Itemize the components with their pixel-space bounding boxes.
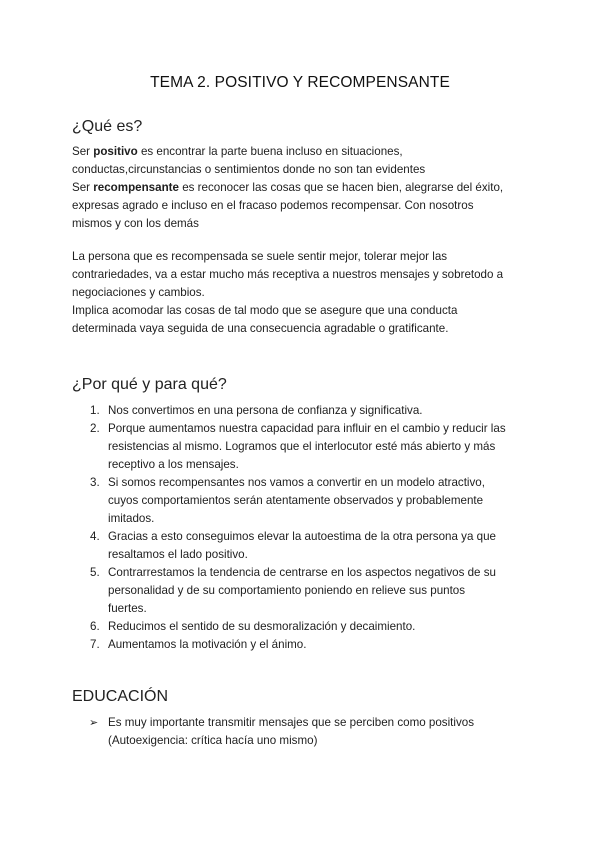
list-item-line: resaltamos el lado positivo.	[108, 548, 248, 561]
list-item-number: 1.	[90, 404, 100, 417]
list-item-number: 4.	[90, 530, 100, 543]
explanation-line: Implica acomodar las cosas de tal modo que se asegure que una conducta	[72, 304, 458, 317]
reasons-list	[72, 402, 542, 654]
list-item-line: (Autoexigencia: crítica hacía uno mismo)	[108, 734, 318, 747]
list-item-line: Aumentamos la motivación y el ánimo.	[108, 638, 307, 651]
list-item-number: 7.	[90, 638, 100, 651]
list-item-line: Porque aumentamos nuestra capacidad para influir en el cambio y reducir las	[108, 422, 506, 435]
arrowhead-bullet-icon: ➢	[89, 717, 99, 729]
list-item-line: Si somos recompensantes nos vamos a convertir en un modelo atractivo,	[108, 476, 485, 489]
section-heading-educacion: EDUCACIÓN	[72, 688, 169, 705]
list-item	[72, 474, 542, 528]
section-heading-por-que: ¿Por qué y para qué?	[72, 376, 227, 393]
list-item	[72, 564, 542, 618]
list-item-line: Nos convertimos en una persona de confianza y significativa.	[108, 404, 423, 417]
explanation-line: contrariedades, va a estar mucho más receptiva a nuestros mensajes y sobretodo a	[72, 268, 504, 281]
definition-line-4: expresas agrado e incluso en el fracaso podemos recompensar. Con nosotros	[72, 199, 474, 212]
education-bullets	[72, 714, 542, 750]
term-positivo: positivo	[93, 145, 138, 158]
list-item	[72, 636, 542, 654]
list-item-line: Reducimos el sentido de su desmoralización y decaimiento.	[108, 620, 416, 633]
list-item-line: Gracias a esto conseguimos elevar la autoestima de la otra persona ya que	[108, 530, 496, 543]
definition-paragraph	[72, 143, 542, 233]
section-heading-que-es: ¿Qué es?	[72, 118, 143, 135]
list-item-line: personalidad y de su comportamiento poniendo en relieve sus puntos	[108, 584, 466, 597]
definition-line-1: Ser positivo es encontrar la parte buena incluso en situaciones,	[72, 145, 403, 158]
page-title: TEMA 2. POSITIVO Y RECOMPENSANTE	[150, 74, 450, 91]
term-recompensante: recompensante	[93, 181, 179, 194]
list-item	[72, 402, 542, 420]
list-item-number: 5.	[90, 566, 100, 579]
list-item	[72, 420, 542, 474]
list-item	[72, 714, 542, 750]
explanation-line: negociaciones y cambios.	[72, 286, 205, 299]
definition-line-2: conductas,circunstancias o sentimientos donde no son tan evidentes	[72, 163, 426, 176]
list-item	[72, 528, 542, 564]
explanation-line: determinada vaya seguida de una consecuencia agradable o gratificante.	[72, 322, 449, 335]
definition-line-3: Ser recompensante es reconocer las cosas que se hacen bien, alegrarse del éxito,	[72, 181, 504, 194]
list-item-number: 2.	[90, 422, 100, 435]
list-item-line: receptivo a los mensajes.	[108, 458, 239, 471]
list-item-line: Es muy importante transmitir mensajes que se perciben como positivos	[108, 716, 475, 729]
list-item-number: 3.	[90, 476, 100, 489]
explanation-paragraph	[72, 248, 542, 338]
list-item-number: 6.	[90, 620, 100, 633]
list-item-line: Contrarrestamos la tendencia de centrarse en los aspectos negativos de su	[108, 566, 496, 579]
list-item-line: imitados.	[108, 512, 155, 525]
list-item-line: resistencias al mismo. Logramos que el interlocutor esté más abierto y más	[108, 440, 496, 453]
list-item	[72, 618, 542, 636]
explanation-line: La persona que es recompensada se suele sentir mejor, tolerar mejor las	[72, 250, 448, 263]
definition-line-5: mismos y con los demás	[72, 217, 199, 230]
list-item-line: cuyos comportamientos serán atentamente observados y probablemente	[108, 494, 484, 507]
list-item-line: fuertes.	[108, 602, 147, 615]
